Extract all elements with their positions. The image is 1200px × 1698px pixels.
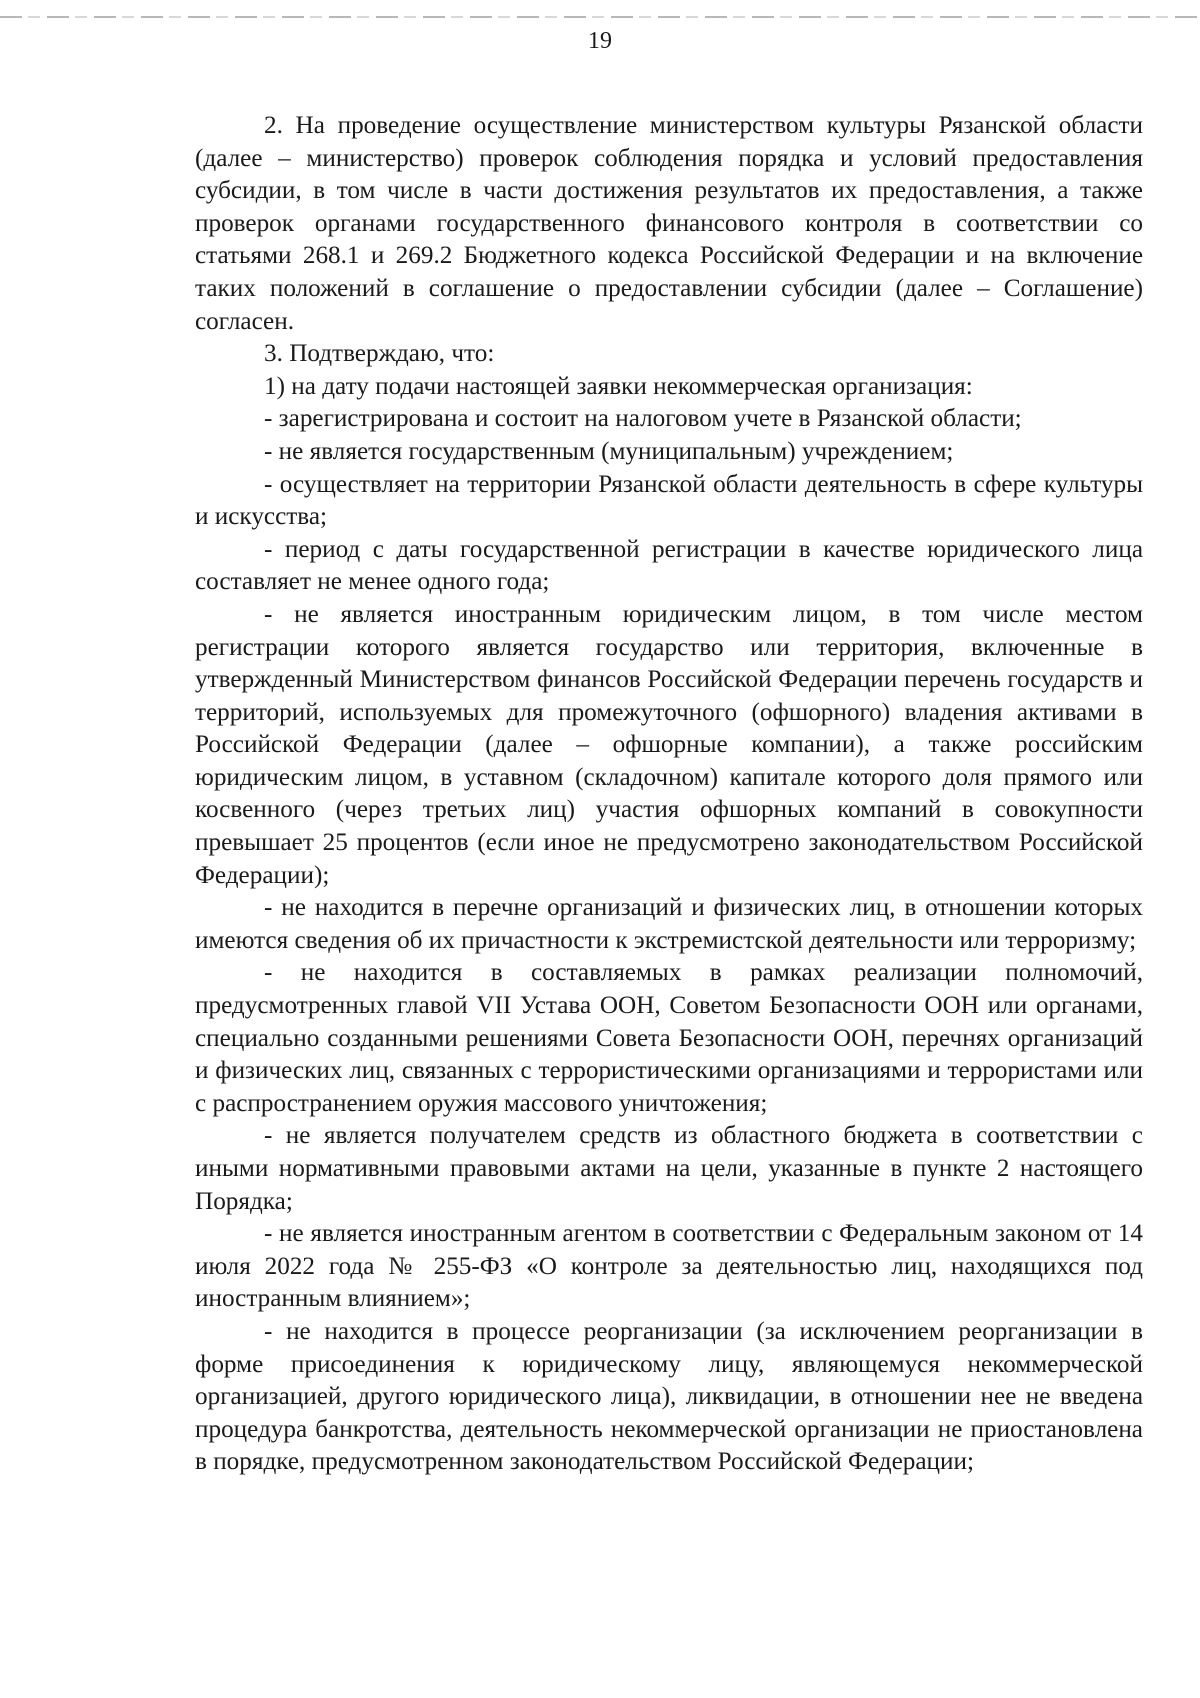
scan-edge-line [0, 16, 1200, 18]
list-item-not-reorganization: - не находится в процессе реорганизации (за исключением реорганизации в форме присоединения к юридическому лицу, являющемуся некоммерческой организацией, другого юридического лица), ликвидации, в отношении нее не введена процедура банкротства, деятельность некоммерческой организации не приостановлена в порядке, предусмотренном законодательством Российской Федерации; [195, 1317, 1143, 1476]
list-item-not-un-list: - не находится в составляемых в рамках реализации полномочий, предусмотренных главой VII Устава ООН, Советом Безопасности ООН или органами, специально созданными решениями Совета Безопасности ООН, перечнях организаций и физических лиц, связанных с террористическими организациями и террористами или с распространением оружия массового уничтожения; [195, 959, 1143, 1117]
list-item-not-extremist-list: - не находится в перечне организаций и физических лиц, в отношении которых имеются сведения об их причастности к экстремистской деятельности или терроризму; [195, 894, 1143, 954]
list-item-not-state-institution: - не является государственным (муниципальным) учреждением; [264, 437, 954, 465]
page-number: 19 [588, 28, 612, 54]
paragraph-2-consent: 2. На проведение осуществление министерством культуры Рязанской области (далее – министерство) проверок соблюдения порядка и условий предоставления субсидии, в том числе в части достижения результатов их предоставления, а также проверок органами государственного финансового контроля в соответствии со статьями 268.1 и 269.2 Бюджетного кодекса Российской Федерации и на включение таких положений в соглашение о предоставлении субсидии (далее – Соглашение) согласен. [195, 112, 1143, 335]
paragraph-3-heading: 3. Подтверждаю, что: [264, 340, 495, 368]
subparagraph-1-heading: 1) на дату подачи настоящей заявки некоммерческая организация: [264, 372, 973, 400]
list-item-not-foreign-entity: - не является иностранным юридическим лицом, в том числе местом регистрации которого является государство или территория, включенные в утвержденный Министерством финансов Российской Федерации перечень государств и территорий, используемых для промежуточного (офшорного) владения активами в Российской Федерации (далее – офшорные компании), а также российским юридическим лицом, в уставном (складочном) капитале которого доля прямого или косвенного (через третьих лиц) участия офшорных компаний в совокупности превышает 25 процентов (если иное не предусмотрено законодательством Российской Федерации); [195, 600, 1143, 889]
list-item-culture-activity: - осуществляет на территории Рязанской области деятельность в сфере культуры и искусства; [195, 470, 1143, 531]
list-item-registered: - зарегистрирована и состоит на налоговом учете в Рязанской области; [264, 405, 1022, 433]
list-item-not-foreign-agent: - не является иностранным агентом в соответствии с Федеральным законом от 14 июля 2022 года № 255-ФЗ «О контроле за деятельностью лиц, находящихся под иностранным влиянием»; [195, 1220, 1143, 1313]
list-item-not-budget-recipient: - не является получателем средств из областного бюджета в соответствии с иными нормативными правовыми актами на цели, указанные в пункте 2 настоящего Порядка; [195, 1122, 1143, 1215]
list-item-registration-period: - период с даты государственной регистрации в качестве юридического лица составляет не менее одного года; [195, 535, 1143, 596]
document-body [195, 110, 1143, 1479]
